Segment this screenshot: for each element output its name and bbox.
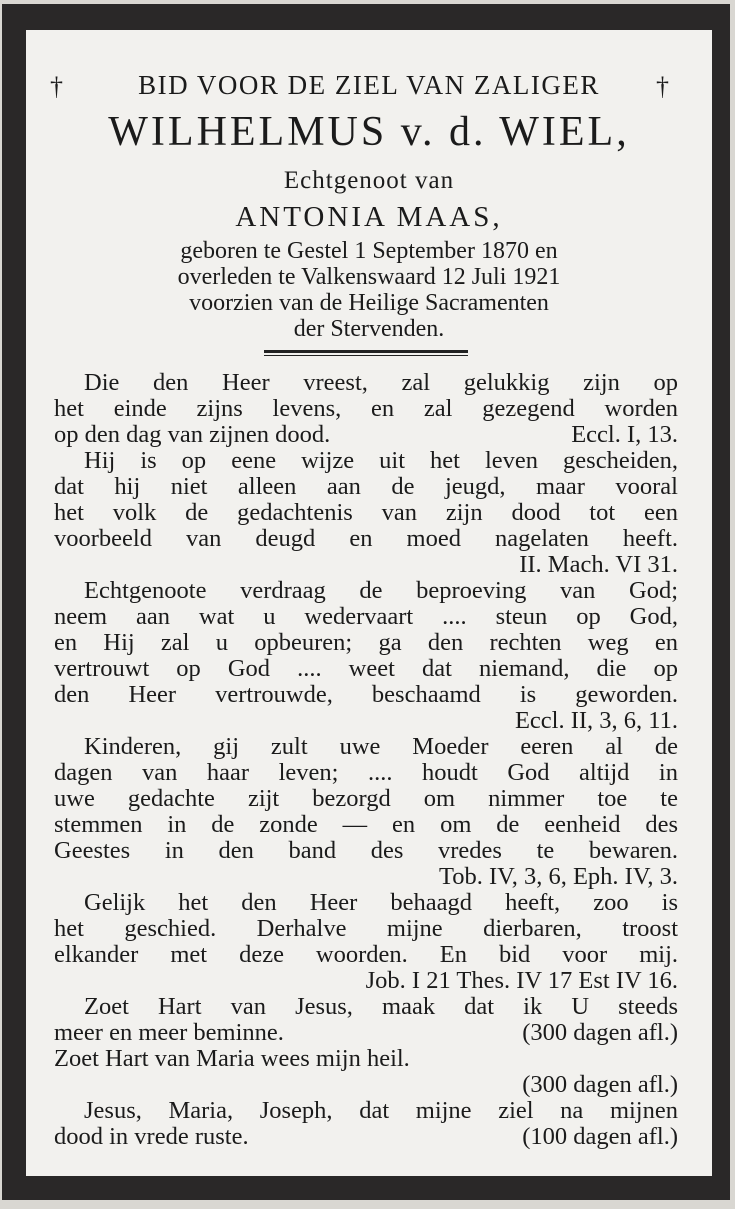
verse-line: op den dag van zijnen dood.	[54, 421, 331, 448]
verse-line: Kinderen, gij zult uwe Moeder eeren al de	[84, 733, 678, 760]
verse-paragraph-2	[54, 448, 678, 578]
birth-line: geboren te Gestel 1 September 1870 en	[180, 238, 558, 264]
verse-line: Gelijk het den Heer behaagd heeft, zoo is	[84, 889, 678, 916]
verse-line: stemmen in de zonde — en om de eenheid des	[54, 811, 678, 838]
verse-line: Hij is op eene wijze uit het leven gescheiden,	[84, 447, 678, 474]
sacraments-line-1: voorzien van de Heilige Sacramenten	[189, 290, 549, 316]
verse-line: en Hij zal u opbeuren; ga den rechten weg en	[54, 629, 678, 656]
divider-rule-thin	[264, 355, 468, 356]
card-text-area	[26, 30, 712, 1176]
prayer-line: Jesus, Maria, Joseph, dat mijne ziel na mijnen	[84, 1097, 678, 1124]
prayer-line: Zoet Hart van Jesus, maak dat ik U steeds	[84, 993, 678, 1020]
verse-line: Echtgenoote verdraag de beproeving van God;	[84, 577, 678, 604]
verse-line: Die den Heer vreest, zal gelukkig zijn op	[84, 369, 678, 396]
verse-line: Geestes in den band des vredes te bewaren.	[54, 837, 678, 864]
death-line: overleden te Valkenswaard 12 Juli 1921	[177, 264, 561, 290]
verse-reference: II. Mach. VI 31.	[519, 551, 678, 578]
verse-line: dagen van haar leven; .... houdt God altijd in	[54, 759, 678, 786]
verse-paragraph-3	[54, 578, 678, 734]
spouse-name: ANTONIA MAAS,	[235, 201, 503, 233]
verse-paragraph-4	[54, 734, 678, 890]
cross-left-icon: †	[50, 72, 63, 101]
indulgence-note: (300 dagen afl.)	[522, 1019, 678, 1046]
verse-paragraph-5	[54, 890, 678, 994]
cross-right-icon: †	[656, 72, 669, 101]
memorial-card	[2, 4, 730, 1200]
verse-line: uwe gedachte zijt bezorgd om nimmer toe te	[54, 785, 678, 812]
spouse-label: Echtgenoot van	[283, 167, 455, 194]
verse-reference: Job. I 21 Thes. IV 17 Est IV 16.	[365, 967, 678, 994]
verse-line: het geschied. Derhalve mijne dierbaren, troost	[54, 915, 678, 942]
intro-heading: BID VOOR DE ZIEL VAN ZALIGER	[138, 70, 600, 100]
indulgence-note: (300 dagen afl.)	[522, 1071, 678, 1098]
divider-rule	[264, 350, 468, 353]
verse-reference: Eccl. I, 13.	[571, 421, 678, 448]
verse-line: vertrouwt op God .... weet dat niemand, die op	[54, 655, 678, 682]
verse-line: het einde zijns levens, en zal gezegend worden	[54, 395, 678, 422]
verse-line: neem aan wat u wedervaart .... steun op God,	[54, 603, 678, 630]
verse-reference: Eccl. II, 3, 6, 11.	[514, 707, 678, 734]
deceased-name: WILHELMUS v. d. WIEL,	[108, 109, 630, 155]
prayer-line: meer en meer beminne.	[54, 1019, 284, 1046]
verse-line: het volk de gedachtenis van zijn dood tot een	[54, 499, 678, 526]
prayers	[54, 994, 678, 1150]
verse-line: elkander met deze woorden. En bid voor mij.	[54, 941, 678, 968]
verse-reference: Tob. IV, 3, 6, Eph. IV, 3.	[439, 863, 678, 890]
verse-line: dat hij niet alleen aan de jeugd, maar vooral	[54, 473, 678, 500]
verse-line: den Heer vertrouwde, beschaamd is geworden.	[54, 681, 678, 708]
prayer-line: Zoet Hart van Maria wees mijn heil.	[54, 1045, 410, 1072]
sacraments-line-2: der Stervenden.	[293, 316, 445, 342]
indulgence-note: (100 dagen afl.)	[522, 1123, 678, 1150]
verse-paragraph-1	[54, 370, 678, 448]
prayer-line: dood in vrede ruste.	[54, 1123, 249, 1150]
verse-line: voorbeeld van deugd en moed nagelaten heeft.	[54, 525, 678, 552]
